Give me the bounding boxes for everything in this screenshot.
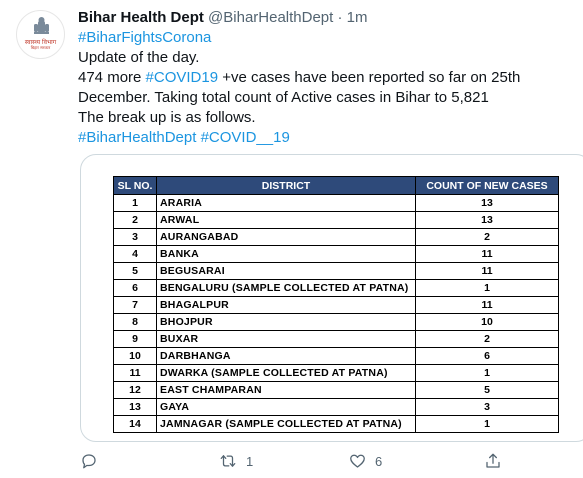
table-row — [114, 416, 559, 433]
logo-text-top: स्वास्थ्य विभाग — [24, 39, 57, 46]
cell-district: EAST CHAMPARAN — [157, 382, 416, 399]
hashtag-covid19[interactable]: #COVID19 — [145, 69, 219, 86]
cell-sl: 1 — [114, 195, 157, 212]
tweet-text — [78, 28, 578, 148]
share-icon — [484, 452, 502, 470]
cell-sl: 3 — [114, 229, 157, 246]
share-button[interactable] — [484, 452, 502, 470]
table-row — [114, 263, 559, 280]
reply-button[interactable] — [80, 452, 98, 470]
header-district: DISTRICT — [157, 177, 416, 195]
cell-count: 5 — [416, 382, 559, 399]
cell-sl: 2 — [114, 212, 157, 229]
table-header-row — [114, 177, 559, 195]
table-row — [114, 314, 559, 331]
cell-sl: 10 — [114, 348, 157, 365]
hashtag-biharhealthdept[interactable]: #BiharHealthDept — [78, 129, 197, 146]
reply-icon — [80, 452, 98, 470]
cell-count: 2 — [416, 331, 559, 348]
media-card[interactable] — [80, 154, 583, 442]
cell-sl: 4 — [114, 246, 157, 263]
cases-table — [113, 176, 559, 433]
table-row — [114, 348, 559, 365]
like-count: 6 — [375, 453, 383, 469]
cell-sl: 6 — [114, 280, 157, 297]
cell-count: 1 — [416, 365, 559, 382]
table-row — [114, 365, 559, 382]
cell-district: BANKA — [157, 246, 416, 263]
cell-district: ARWAL — [157, 212, 416, 229]
cell-count: 13 — [416, 195, 559, 212]
cell-district: JAMNAGAR (SAMPLE COLLECTED AT PATNA) — [157, 416, 416, 433]
author-handle[interactable]: @BiharHealthDept — [208, 9, 334, 26]
cell-district: BEGUSARAI — [157, 263, 416, 280]
cell-district: GAYA — [157, 399, 416, 416]
hashtag-biharfightscorona[interactable]: #BiharFightsCorona — [78, 29, 212, 46]
header-sl: SL NO. — [114, 177, 157, 195]
cell-count: 3 — [416, 399, 559, 416]
table-row — [114, 229, 559, 246]
cell-district: BUXAR — [157, 331, 416, 348]
text-line-4: December. Taking total count of Active cases in Bihar to 5,821 — [78, 89, 489, 106]
cell-count: 6 — [416, 348, 559, 365]
cell-sl: 7 — [114, 297, 157, 314]
table-row — [114, 399, 559, 416]
cell-district: ARARIA — [157, 195, 416, 212]
action-bar — [78, 450, 518, 474]
tweet-content — [78, 8, 578, 148]
cell-count: 11 — [416, 297, 559, 314]
text-line-5: The break up is as follows. — [78, 109, 256, 126]
tweet-header — [78, 8, 578, 28]
cell-count: 10 — [416, 314, 559, 331]
table-row — [114, 195, 559, 212]
author-name[interactable]: Bihar Health Dept — [78, 9, 204, 26]
table-row — [114, 246, 559, 263]
cell-district: BENGALURU (SAMPLE COLLECTED AT PATNA) — [157, 280, 416, 297]
like-button[interactable] — [348, 452, 382, 470]
cell-sl: 14 — [114, 416, 157, 433]
avatar[interactable] — [16, 10, 65, 59]
retweet-count: 1 — [246, 453, 254, 469]
cell-sl: 8 — [114, 314, 157, 331]
cell-district: DWARKA (SAMPLE COLLECTED AT PATNA) — [157, 365, 416, 382]
logo-text-bottom: बिहार सरकार — [30, 45, 51, 50]
emblem-icon — [17, 11, 65, 59]
text-line-3a: 474 more — [78, 69, 146, 86]
table-body — [114, 195, 559, 433]
cell-count: 1 — [416, 416, 559, 433]
separator: · — [337, 9, 343, 26]
heart-icon — [348, 452, 367, 470]
table-row — [114, 212, 559, 229]
retweet-button[interactable] — [218, 452, 253, 470]
text-line-3b: +ve cases have been reported so far on 25th — [218, 69, 521, 86]
hashtag-covid-19[interactable]: #COVID__19 — [200, 129, 290, 146]
cell-sl: 12 — [114, 382, 157, 399]
retweet-icon — [218, 452, 238, 470]
text-line-2: Update of the day. — [78, 49, 200, 66]
cell-sl: 11 — [114, 365, 157, 382]
header-count: COUNT OF NEW CASES — [416, 177, 559, 195]
cell-sl: 5 — [114, 263, 157, 280]
cell-count: 11 — [416, 263, 559, 280]
cell-district: AURANGABAD — [157, 229, 416, 246]
cell-district: BHOJPUR — [157, 314, 416, 331]
table-row — [114, 331, 559, 348]
cell-district: DARBHANGA — [157, 348, 416, 365]
cell-count: 13 — [416, 212, 559, 229]
table-row — [114, 280, 559, 297]
table-row — [114, 297, 559, 314]
cell-sl: 9 — [114, 331, 157, 348]
cell-count: 1 — [416, 280, 559, 297]
cell-count: 11 — [416, 246, 559, 263]
cell-count: 2 — [416, 229, 559, 246]
cell-sl: 13 — [114, 399, 157, 416]
timestamp[interactable]: 1m — [346, 9, 368, 26]
table-row — [114, 382, 559, 399]
cell-district: BHAGALPUR — [157, 297, 416, 314]
